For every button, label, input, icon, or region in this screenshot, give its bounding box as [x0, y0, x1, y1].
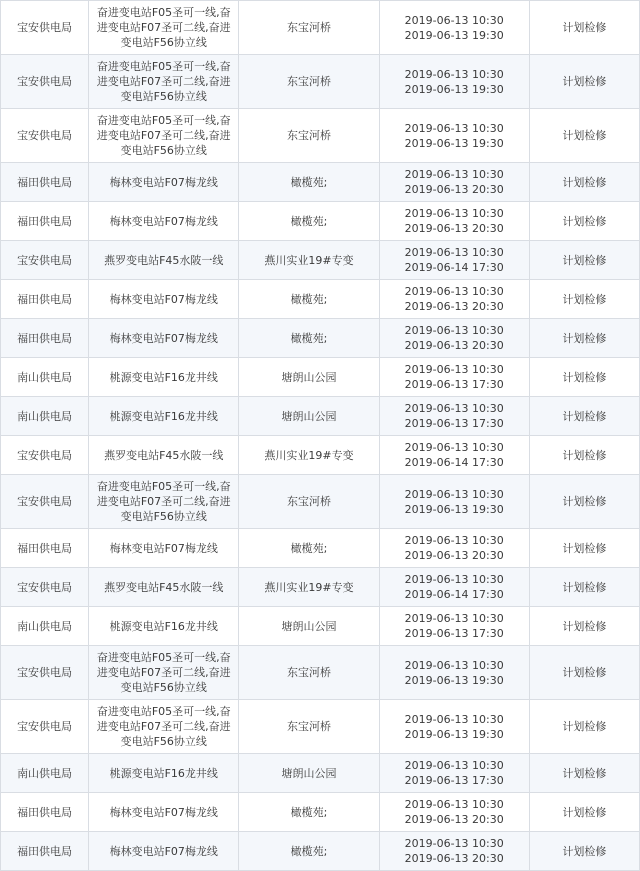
table-row — [1, 832, 640, 871]
cell-supply-unit: 福田供电局 — [1, 793, 89, 832]
cell-outage-type: 计划检修 — [529, 568, 639, 607]
table-body — [1, 1, 640, 871]
cell-outage-type: 计划检修 — [529, 436, 639, 475]
cell-line: 桃源变电站F16龙井线 — [89, 754, 239, 793]
outage-start-time: 2019-06-13 10:30 — [404, 798, 504, 811]
cell-time-range — [379, 319, 529, 358]
outage-start-time: 2019-06-13 10:30 — [404, 534, 504, 547]
outage-start-time: 2019-06-13 10:30 — [404, 121, 504, 135]
outage-end-time: 2019-06-13 20:30 — [404, 339, 504, 352]
cell-outage-type: 计划检修 — [529, 832, 639, 871]
cell-time-range — [379, 436, 529, 475]
cell-area: 东宝河桥 — [239, 109, 379, 163]
cell-time-range — [379, 397, 529, 436]
cell-line: 奋进变电站F05圣可一线,奋进变电站F07圣可二线,奋进变电站F56协立线 — [89, 55, 239, 109]
cell-area: 东宝河桥 — [239, 475, 379, 529]
cell-line: 奋进变电站F05圣可一线,奋进变电站F07圣可二线,奋进变电站F56协立线 — [89, 1, 239, 55]
outage-start-time: 2019-06-13 10:30 — [404, 168, 504, 181]
cell-outage-type: 计划检修 — [529, 241, 639, 280]
outage-end-time: 2019-06-14 17:30 — [404, 456, 504, 469]
outage-start-time: 2019-06-13 10:30 — [404, 246, 504, 259]
cell-line: 桃源变电站F16龙井线 — [89, 397, 239, 436]
cell-outage-type: 计划检修 — [529, 280, 639, 319]
cell-outage-type: 计划检修 — [529, 646, 639, 700]
cell-outage-type: 计划检修 — [529, 793, 639, 832]
cell-time-range — [379, 358, 529, 397]
cell-area: 塘朗山公园 — [239, 358, 379, 397]
table-row — [1, 241, 640, 280]
outage-end-time: 2019-06-13 19:30 — [404, 82, 504, 96]
cell-area: 橄榄苑; — [239, 793, 379, 832]
cell-line: 奋进变电站F05圣可一线,奋进变电站F07圣可二线,奋进变电站F56协立线 — [89, 475, 239, 529]
outage-end-time: 2019-06-14 17:30 — [404, 261, 504, 274]
cell-supply-unit: 福田供电局 — [1, 163, 89, 202]
cell-line: 奋进变电站F05圣可一线,奋进变电站F07圣可二线,奋进变电站F56协立线 — [89, 700, 239, 754]
cell-supply-unit: 宝安供电局 — [1, 55, 89, 109]
outage-end-time: 2019-06-13 20:30 — [404, 183, 504, 196]
outage-end-time: 2019-06-13 20:30 — [404, 852, 504, 865]
cell-outage-type: 计划检修 — [529, 397, 639, 436]
cell-line: 梅林变电站F07梅龙线 — [89, 832, 239, 871]
outage-end-time: 2019-06-13 17:30 — [404, 417, 504, 430]
table-row — [1, 280, 640, 319]
cell-area: 东宝河桥 — [239, 55, 379, 109]
cell-area: 橄榄苑; — [239, 202, 379, 241]
cell-supply-unit: 福田供电局 — [1, 832, 89, 871]
cell-time-range — [379, 646, 529, 700]
cell-time-range — [379, 529, 529, 568]
cell-area: 燕川实业19#专变 — [239, 241, 379, 280]
outage-start-time: 2019-06-13 10:30 — [404, 837, 504, 850]
outage-end-time: 2019-06-13 17:30 — [404, 627, 504, 640]
table-row — [1, 202, 640, 241]
cell-time-range — [379, 55, 529, 109]
cell-line: 梅林变电站F07梅龙线 — [89, 280, 239, 319]
cell-area: 塘朗山公园 — [239, 397, 379, 436]
outage-start-time: 2019-06-13 10:30 — [404, 658, 504, 672]
outage-start-time: 2019-06-13 10:30 — [404, 612, 504, 625]
cell-outage-type: 计划检修 — [529, 358, 639, 397]
table-row — [1, 55, 640, 109]
table-row — [1, 793, 640, 832]
cell-supply-unit: 宝安供电局 — [1, 646, 89, 700]
cell-line: 燕罗变电站F45水陂一线 — [89, 436, 239, 475]
outage-start-time: 2019-06-13 10:30 — [404, 324, 504, 337]
outage-start-time: 2019-06-13 10:30 — [404, 573, 504, 586]
table-row — [1, 397, 640, 436]
cell-area: 燕川实业19#专变 — [239, 436, 379, 475]
cell-area: 橄榄苑; — [239, 319, 379, 358]
cell-outage-type: 计划检修 — [529, 109, 639, 163]
cell-outage-type: 计划检修 — [529, 475, 639, 529]
cell-time-range — [379, 607, 529, 646]
cell-line: 奋进变电站F05圣可一线,奋进变电站F07圣可二线,奋进变电站F56协立线 — [89, 646, 239, 700]
outage-end-time: 2019-06-13 19:30 — [404, 673, 504, 687]
outage-start-time: 2019-06-13 10:30 — [404, 285, 504, 298]
cell-line: 梅林变电站F07梅龙线 — [89, 529, 239, 568]
table-row — [1, 358, 640, 397]
cell-supply-unit: 宝安供电局 — [1, 109, 89, 163]
outage-start-time: 2019-06-13 10:30 — [404, 487, 504, 501]
cell-line: 梅林变电站F07梅龙线 — [89, 202, 239, 241]
cell-supply-unit: 宝安供电局 — [1, 436, 89, 475]
cell-time-range — [379, 202, 529, 241]
cell-area: 燕川实业19#专变 — [239, 568, 379, 607]
cell-area: 橄榄苑; — [239, 280, 379, 319]
cell-time-range — [379, 1, 529, 55]
cell-outage-type: 计划检修 — [529, 1, 639, 55]
cell-supply-unit: 宝安供电局 — [1, 1, 89, 55]
cell-line: 燕罗变电站F45水陂一线 — [89, 241, 239, 280]
cell-line: 梅林变电站F07梅龙线 — [89, 319, 239, 358]
table-row — [1, 163, 640, 202]
cell-outage-type: 计划检修 — [529, 55, 639, 109]
outage-start-time: 2019-06-13 10:30 — [404, 759, 504, 772]
table-row — [1, 475, 640, 529]
table-row — [1, 529, 640, 568]
cell-area: 塘朗山公园 — [239, 607, 379, 646]
outage-end-time: 2019-06-13 20:30 — [404, 300, 504, 313]
cell-area: 橄榄苑; — [239, 529, 379, 568]
outage-end-time: 2019-06-13 20:30 — [404, 549, 504, 562]
cell-supply-unit: 福田供电局 — [1, 202, 89, 241]
cell-time-range — [379, 241, 529, 280]
cell-supply-unit: 福田供电局 — [1, 280, 89, 319]
cell-supply-unit: 南山供电局 — [1, 754, 89, 793]
outage-end-time: 2019-06-13 20:30 — [404, 813, 504, 826]
cell-area: 塘朗山公园 — [239, 754, 379, 793]
cell-line: 燕罗变电站F45水陂一线 — [89, 568, 239, 607]
cell-time-range — [379, 475, 529, 529]
table-row — [1, 436, 640, 475]
cell-supply-unit: 宝安供电局 — [1, 568, 89, 607]
outage-start-time: 2019-06-13 10:30 — [404, 13, 504, 27]
cell-area: 东宝河桥 — [239, 646, 379, 700]
cell-time-range — [379, 280, 529, 319]
cell-time-range — [379, 109, 529, 163]
table-row — [1, 568, 640, 607]
cell-line: 桃源变电站F16龙井线 — [89, 607, 239, 646]
outage-end-time: 2019-06-13 17:30 — [404, 378, 504, 391]
cell-time-range — [379, 832, 529, 871]
cell-area: 东宝河桥 — [239, 1, 379, 55]
outage-end-time: 2019-06-13 19:30 — [404, 28, 504, 42]
cell-line: 桃源变电站F16龙井线 — [89, 358, 239, 397]
table-row — [1, 1, 640, 55]
cell-outage-type: 计划检修 — [529, 529, 639, 568]
cell-supply-unit: 南山供电局 — [1, 607, 89, 646]
cell-outage-type: 计划检修 — [529, 202, 639, 241]
cell-outage-type: 计划检修 — [529, 319, 639, 358]
outage-end-time: 2019-06-13 19:30 — [404, 502, 504, 516]
cell-supply-unit: 宝安供电局 — [1, 475, 89, 529]
table-row — [1, 607, 640, 646]
table-row — [1, 700, 640, 754]
outage-start-time: 2019-06-13 10:30 — [404, 67, 504, 81]
outage-end-time: 2019-06-13 19:30 — [404, 136, 504, 150]
cell-line: 梅林变电站F07梅龙线 — [89, 793, 239, 832]
outage-start-time: 2019-06-13 10:30 — [404, 441, 504, 454]
cell-time-range — [379, 793, 529, 832]
outage-start-time: 2019-06-13 10:30 — [404, 712, 504, 726]
cell-outage-type: 计划检修 — [529, 700, 639, 754]
cell-supply-unit: 南山供电局 — [1, 358, 89, 397]
cell-supply-unit: 宝安供电局 — [1, 241, 89, 280]
outage-start-time: 2019-06-13 10:30 — [404, 363, 504, 376]
cell-outage-type: 计划检修 — [529, 607, 639, 646]
outage-end-time: 2019-06-14 17:30 — [404, 588, 504, 601]
cell-supply-unit: 南山供电局 — [1, 397, 89, 436]
cell-time-range — [379, 163, 529, 202]
cell-supply-unit: 福田供电局 — [1, 529, 89, 568]
outage-start-time: 2019-06-13 10:30 — [404, 207, 504, 220]
cell-time-range — [379, 568, 529, 607]
cell-area: 东宝河桥 — [239, 700, 379, 754]
table-row — [1, 319, 640, 358]
cell-supply-unit: 福田供电局 — [1, 319, 89, 358]
outage-end-time: 2019-06-13 20:30 — [404, 222, 504, 235]
cell-supply-unit: 宝安供电局 — [1, 700, 89, 754]
outage-end-time: 2019-06-13 17:30 — [404, 774, 504, 787]
outage-start-time: 2019-06-13 10:30 — [404, 402, 504, 415]
cell-outage-type: 计划检修 — [529, 163, 639, 202]
cell-line: 梅林变电站F07梅龙线 — [89, 163, 239, 202]
table-row — [1, 646, 640, 700]
cell-time-range — [379, 754, 529, 793]
cell-outage-type: 计划检修 — [529, 754, 639, 793]
cell-area: 橄榄苑; — [239, 163, 379, 202]
cell-line: 奋进变电站F05圣可一线,奋进变电站F07圣可二线,奋进变电站F56协立线 — [89, 109, 239, 163]
table-row — [1, 754, 640, 793]
cell-area: 橄榄苑; — [239, 832, 379, 871]
outage-end-time: 2019-06-13 19:30 — [404, 727, 504, 741]
table-row — [1, 109, 640, 163]
cell-time-range — [379, 700, 529, 754]
